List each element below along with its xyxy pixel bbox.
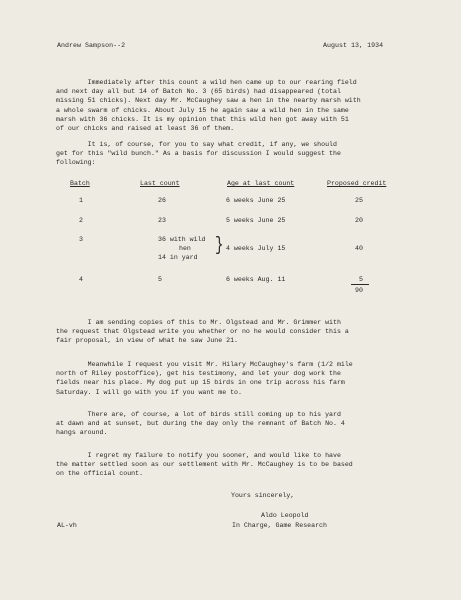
- table-header-credit: Proposed credit: [327, 180, 387, 187]
- text-line: fair proposal, in view of what he saw June 21.: [56, 337, 239, 345]
- text-line: on the official count.: [56, 470, 144, 478]
- text-line: I am sending copies of this to Mr. Olgstead and Mr. Grimmer with: [56, 319, 341, 326]
- text-line: I regret my failure to notify you sooner, and would like to have: [56, 452, 341, 459]
- table-header-last-count: Last count: [140, 180, 180, 187]
- text-line: the matter settled soon as our settlement with Mr. McCaughey is to be based: [56, 461, 353, 469]
- table-cell-age: 5 weeks June 25: [226, 217, 286, 224]
- text-line: marsh with 36 chicks. It is my opinion that this wild hen got away with 51: [56, 115, 349, 123]
- text-line: of our chicks and raised at least 36 of them.: [56, 125, 235, 133]
- text-line: Meanwhile I request you visit Mr. Hilary McCaughey's farm (1/2 mile: [56, 361, 353, 368]
- signature-title: In Charge, Game Research: [232, 522, 327, 529]
- text-line: the request that Olgstead write you whether or no he would consider this a: [56, 328, 349, 336]
- paragraph-regret: [56, 451, 353, 479]
- text-line: fields near his place. My dog put up 15 birds in one trip across his farm: [56, 379, 345, 387]
- page-header-addressee: Andrew Sampson--2: [57, 42, 126, 49]
- table-cell-count-line1: 36 with wild: [158, 236, 206, 243]
- table-cell-credit: 5: [359, 276, 363, 283]
- text-line: It is, of course, for you to say what credit, if any, we should: [56, 141, 337, 148]
- table-cell-count: 5: [158, 276, 162, 283]
- signature-name: Aldo Leopold: [261, 512, 309, 519]
- text-line: Saturday. I will go with you if you want me to.: [56, 388, 242, 396]
- table-total: 90: [355, 287, 363, 294]
- table-cell-batch: 4: [79, 276, 83, 283]
- closing: Yours sincerely,: [231, 492, 295, 499]
- table-cell-count-line2: hen: [179, 245, 191, 252]
- paragraph-credit: [56, 140, 341, 168]
- table-cell-credit: 25: [355, 197, 363, 204]
- text-line: hangs around.: [56, 429, 108, 437]
- table-cell-count: 26: [158, 197, 166, 204]
- table-cell-batch: 2: [79, 217, 83, 224]
- table-cell-age: 6 weeks June 25: [226, 197, 286, 204]
- page-header-date: August 13, 1934: [323, 42, 384, 49]
- text-line: following:: [56, 159, 96, 167]
- table-cell-count: 23: [158, 217, 166, 224]
- table-cell-count-line3: 14 in yard: [158, 254, 198, 261]
- text-line: a whole swarm of chicks. About July 15 he again saw a wild hen in the same: [56, 106, 349, 114]
- paragraph-copies: [56, 318, 349, 346]
- typist-initials: AL-vh: [57, 522, 77, 529]
- text-line: Immediately after this count a wild hen came up to our rearing field: [56, 79, 357, 86]
- text-line: get for this "wild bunch." As a basis for discussion I would suggest the: [56, 150, 341, 158]
- table-header-batch: Batch: [70, 180, 90, 187]
- text-line: missing 51 chicks). Next day Mr. McCaughey saw a hen in the nearby marsh with: [56, 97, 361, 105]
- text-line: at dawn and at sunset, but during the day only the remnant of Batch No. 4: [56, 420, 345, 428]
- table-cell-batch: 1: [79, 197, 83, 204]
- sum-rule: [351, 284, 369, 285]
- paragraph-visit: [56, 360, 353, 397]
- text-line: There are, of course, a lot of birds still coming up to his yard: [56, 411, 341, 418]
- brace-mark: }: [215, 234, 224, 257]
- paragraph-birds: [56, 410, 345, 438]
- table-header-age: Age at last count: [227, 180, 295, 187]
- paragraph-wild-hen: [56, 78, 361, 133]
- text-line: and next day all but 14 of Batch No. 3 (65 birds) had disappeared (total: [56, 88, 341, 96]
- table-cell-credit: 40: [355, 245, 363, 252]
- table-cell-credit: 20: [355, 217, 363, 224]
- text-line: north of Riley postoffice), get his testimony, and let your dog work the: [56, 370, 341, 378]
- table-cell-batch: 3: [79, 236, 83, 243]
- table-cell-age: 4 weeks July 15: [226, 245, 286, 252]
- table-cell-age: 6 weeks Aug. 11: [226, 276, 286, 283]
